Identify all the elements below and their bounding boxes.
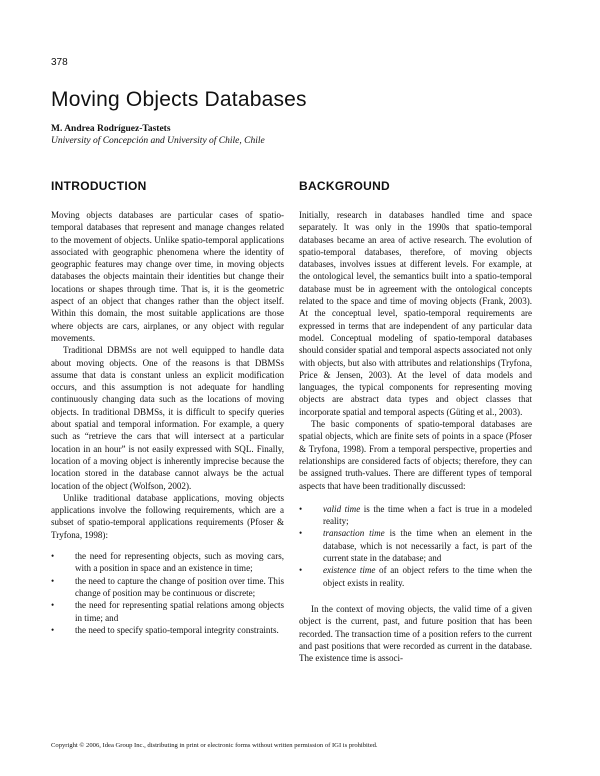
list-item-text: the need for representing objects, such as moving cars, with a position in space and an existence in time; (75, 551, 284, 574)
left-column (51, 179, 284, 636)
requirements-list (51, 550, 284, 636)
right-column (299, 179, 532, 664)
article-title: Moving Objects Databases (51, 88, 307, 111)
term-transaction-time: transaction time (323, 528, 385, 539)
intro-paragraph: Moving objects databases are particular cases of spatio-temporal databases that represent and manage changes related to the movement of objects. Unlike spatio-temporal applications associated with geographic phenomena where the identity of geographic features may change over time, in moving objects databases the objects maintain their identities but change their locations or shapes through time. That is, it is the geometric aspect of an object that changes rather than the object itself. Within this domain, the most suitable applications are those where objects are cars, airplanes, or any object with regular movements. (51, 210, 284, 343)
list-item (51, 624, 284, 636)
list-item (299, 503, 532, 528)
list-item (299, 564, 532, 589)
list-item-text: of an object refers to the time when the object exists in reality. (323, 565, 532, 588)
author-affiliation: University of Concepción and University of Chile, Chile (51, 136, 265, 146)
temporal-aspects-list (299, 503, 532, 589)
bullet-marker: • (51, 575, 55, 586)
list-item (51, 575, 284, 600)
bullet-marker: • (299, 528, 303, 539)
list-item-text: the need to specify spatio-temporal integrity constraints. (75, 624, 279, 635)
background-paragraph: The basic components of spatio-temporal databases are spatial objects, which are finite sets of points in a space (Pfoser & Tryfona, 1998). From a temporal perspective, properties and relationships are considered facts of objects; therefore, they can be assigned truth-values. There are different types of temporal aspects that have been traditionally discussed: (299, 419, 532, 491)
bullet-marker: • (51, 551, 55, 562)
list-item (51, 550, 284, 575)
list-item-text: the need to capture the change of position over time. This change of position may be continuous or discrete; (75, 575, 284, 598)
term-valid-time: valid time (323, 503, 361, 514)
intro-paragraph: Traditional DBMSs are not well equipped to handle data about moving objects. One of the reasons is that DBMSs assume that data is constant unless an explicit modification occurs, and this assumption is not adequate for handling continuously changing data such as the locations of moving objects. In traditional DBMSs, it is difficult to specify queries about spatial and temporal information. For example, a query such as “retrieve the cars that will intersect at a particular location in an hour” is not easily expressed with SQL. Finally, location of a moving object is inherently imprecise because the location stored in the database cannot always be the actual location of the object (Wolfson, 2002). (51, 345, 284, 491)
bullet-marker: • (51, 600, 55, 611)
bullet-marker: • (51, 624, 55, 635)
list-item-text: is the time when a fact is true in a modeled reality; (323, 503, 532, 527)
intro-paragraph: Unlike traditional database applications, moving objects applications involve the following requirements, which are a subset of spatio-temporal applications requirements (Pfoser & Tryfona, 1998): (51, 492, 284, 540)
background-heading: BACKGROUND (299, 179, 390, 193)
copyright-footer: Copyright © 2006, Idea Group Inc., distributing in print or electronic forms without written permission of IGI is prohibited. (51, 742, 378, 749)
list-item-text: the need for representing spatial relations among objects in time; and (75, 600, 284, 623)
page-number: 378 (51, 57, 68, 68)
list-item-text: is the time when an element in the database, which is not necessarily a fact, is part of the current state in the database; and (323, 528, 532, 564)
author-name: M. Andrea Rodríguez-Tastets (51, 124, 171, 134)
bullet-marker: • (299, 503, 303, 514)
term-existence-time: existence time (323, 565, 376, 576)
background-paragraph: In the context of moving objects, the valid time of a given object is the current, past, and future position that has been recorded. The transaction time of a position refers to the current and past positions that were recorded as current in the database. The existence time is associ- (299, 603, 532, 664)
background-paragraph: Initially, research in databases handled time and space separately. It was only in the 1990s that spatio-temporal databases became an area of active research. The evolution of spatio-temporal databases, therefore, of moving objects databases, involves issues at different levels. For example, at the ontological level, the semantics built into a spatio-temporal database must be in agreement with the ontological concepts related to the space and time of moving objects (Frank, 2003). At the conceptual level, spatio-temporal requirements are expressed in terms that are independent of any particular data model. Conceptual modeling of spatio-temporal databases should consider spatial and temporal aspects associated not only with objects, but also with attributes and relationships (Tryfona, Price & Jensen, 2003). At the level of data models and languages, the typical components for representing moving objects are abstract data types and object classes that incorporate spatial and temporal aspects (Güting et al., 2003). (299, 210, 532, 417)
introduction-heading: INTRODUCTION (51, 179, 147, 193)
list-item (51, 599, 284, 624)
bullet-marker: • (299, 565, 303, 576)
list-item (299, 527, 532, 564)
